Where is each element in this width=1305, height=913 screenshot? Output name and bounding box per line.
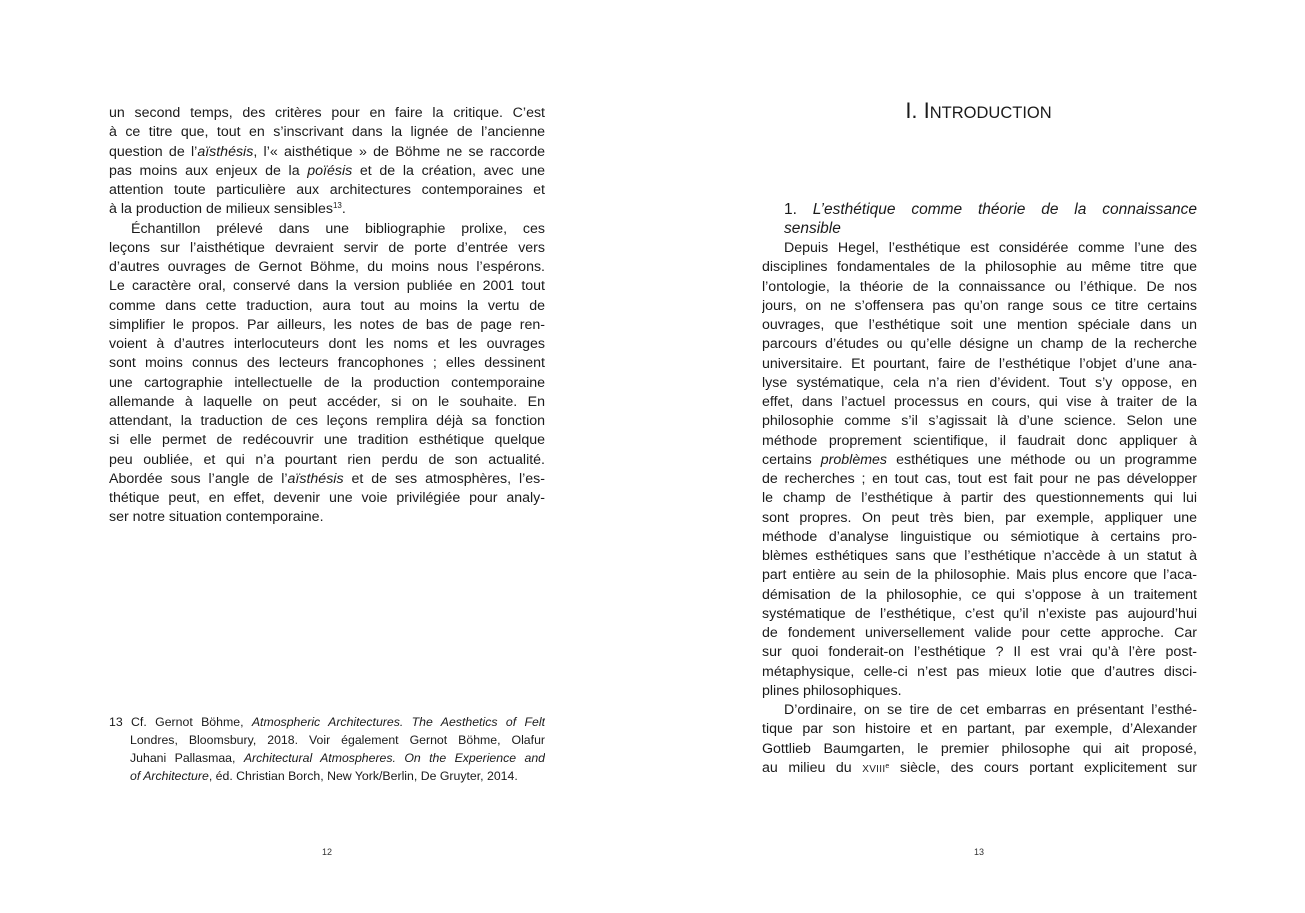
text-run: et de la création, avec une bbox=[352, 162, 545, 179]
page-number-left: 12 bbox=[322, 847, 333, 857]
text-run: , l’« aisthétique » de Böhme ne se raccorde bbox=[253, 143, 545, 160]
text-run: esthétiques une méthode ou un programme bbox=[887, 451, 1197, 468]
text-line bbox=[762, 258, 1197, 277]
text-line bbox=[109, 374, 545, 393]
footnote-line bbox=[109, 749, 545, 767]
text-run: philosophie comme s’il s’agissait là d’une science. Selon une bbox=[762, 413, 1197, 430]
italic-text: poïésis bbox=[307, 162, 353, 179]
text-line bbox=[109, 181, 545, 200]
text-line bbox=[762, 740, 1197, 759]
text-run: siècle, des cours portant explicitement sur bbox=[889, 759, 1197, 776]
text-run: Juhani Pallasmaa, bbox=[130, 751, 244, 765]
right-page bbox=[652, 0, 1305, 913]
text-run: . bbox=[341, 201, 346, 218]
text-line bbox=[109, 412, 545, 431]
text-line bbox=[762, 393, 1197, 412]
text-line bbox=[762, 374, 1197, 393]
text-run: d’autres ouvrages de Gernot Böhme, du moins nous l’espérons. bbox=[109, 259, 545, 275]
text-line bbox=[762, 335, 1197, 354]
text-run: à la production de milieux sensibles bbox=[109, 201, 333, 218]
text-line bbox=[762, 239, 1197, 258]
chapter-title bbox=[652, 98, 1305, 124]
text-line bbox=[109, 489, 545, 508]
text-run: métaphysique, celle-ci n’est pas mieux lotie que d’autres disci- bbox=[762, 663, 1197, 680]
text-line bbox=[109, 393, 545, 412]
text-run: Échantillon prélevé dans une bibliographie prolixe, ces bbox=[131, 220, 545, 237]
text-line bbox=[762, 586, 1197, 605]
text-run: ser notre situation contemporaine. bbox=[109, 509, 324, 526]
text-run: voient à d’autres interlocuteurs dont les noms et les ouvrages bbox=[109, 336, 545, 352]
page-number-right: 13 bbox=[974, 847, 985, 857]
text-line bbox=[109, 200, 545, 219]
text-line bbox=[762, 297, 1197, 316]
text-line bbox=[109, 335, 545, 354]
text-run: pas moins aux enjeux de la bbox=[109, 162, 308, 179]
text-run: de recherches ; en tout cas, tout est fait pour ne pas développer bbox=[762, 471, 1197, 487]
text-run: un second temps, des critères pour en faire la critique. C’est bbox=[109, 105, 545, 121]
chapter-title-rest: NTRODUCTION bbox=[929, 104, 1052, 122]
text-run: effet, dans l’actuel processus en cours, qui vise à traiter de la bbox=[762, 394, 1197, 410]
text-run: thétique peut, en effet, devenir une voie privilégiée pour analy- bbox=[109, 490, 545, 506]
footnote-ref: 13 bbox=[332, 201, 342, 211]
right-page-body-text bbox=[762, 239, 1197, 778]
text-run: simplifier le propos. Par ailleurs, les notes de bas de page ren- bbox=[109, 316, 545, 333]
text-line bbox=[762, 701, 1197, 720]
text-run: attention toute particulière aux architectures contemporaines et bbox=[109, 182, 545, 198]
footnote-13 bbox=[109, 713, 545, 785]
text-line bbox=[762, 489, 1197, 508]
text-run: si elle permet de redécouvrir une tradition esthétique quelque bbox=[109, 432, 545, 449]
text-run: le champ de l’esthétique à partir des questionnements qui lui bbox=[762, 490, 1197, 507]
text-run: , éd. Christian Borch, New York/Berlin, De Gruyter, 2014. bbox=[208, 769, 518, 783]
section-title-part: sensible bbox=[784, 220, 841, 237]
text-line bbox=[109, 143, 545, 162]
text-line bbox=[109, 239, 545, 258]
text-run: au milieu du bbox=[762, 759, 863, 776]
text-run: parcours d’études ou qu’elle désigne un champ de la recherche bbox=[762, 336, 1197, 353]
italic-text: Atmospheric Architectures. The Aesthetics of Felt bbox=[251, 715, 545, 729]
text-run: question de l’ bbox=[109, 143, 198, 160]
text-run: sont propres. On peut très bien, par exemple, appliquer une bbox=[762, 509, 1197, 526]
text-line bbox=[762, 547, 1197, 566]
text-run: certains bbox=[762, 451, 821, 468]
text-run: allemande à laquelle on peut accéder, si on le souhaite. En bbox=[109, 393, 545, 410]
text-run: attendant, la traduction de ces leçons remplira déjà sa fonction bbox=[109, 413, 545, 429]
text-run: universitaire. Et pourtant, faire de l’esthétique l’objet d’une ana- bbox=[762, 355, 1197, 372]
footnote-line bbox=[109, 767, 545, 785]
chapter-title-numeral: I. I bbox=[905, 98, 930, 123]
text-line bbox=[109, 470, 545, 489]
text-run: l’ontologie, la théorie de la connaissance ou l’éthique. De nos bbox=[762, 278, 1197, 295]
text-run: et de ses atmosphères, l’es- bbox=[343, 470, 545, 487]
text-run: Le caractère oral, conservé dans la version publiée en 2001 tout bbox=[109, 278, 545, 295]
text-run: tique par son histoire et en partant, par exemple, d’Alexander bbox=[762, 721, 1197, 738]
text-run: e bbox=[885, 762, 890, 770]
text-run: lyse systématique, cela n’a rien d’évident. Tout s’y oppose, en bbox=[762, 374, 1197, 391]
text-line bbox=[762, 451, 1197, 470]
text-line bbox=[762, 278, 1197, 297]
text-line bbox=[109, 451, 545, 470]
left-page-body-text bbox=[109, 104, 545, 528]
text-line bbox=[109, 431, 545, 450]
text-line bbox=[109, 123, 545, 142]
text-line bbox=[762, 663, 1197, 682]
text-run: méthode proprement scientifique, il faudrait donc appliquer à bbox=[762, 432, 1197, 449]
text-line bbox=[762, 528, 1197, 547]
text-run: à ce titre que, tout en s’inscrivant dans la lignée de l’ancienne bbox=[109, 124, 545, 141]
text-run: leçons sur l’aisthétique devraient servir de porte d’entrée vers bbox=[109, 239, 545, 256]
text-line bbox=[109, 277, 545, 296]
section-number: 1. bbox=[784, 201, 797, 218]
section-title-part: L’esthétique comme théorie de la connaissance bbox=[812, 201, 1197, 218]
text-run: disciplines fondamentales de la philosophie au même titre que bbox=[762, 259, 1197, 276]
text-run: de fondement universellement valide pour cette approche. Car bbox=[762, 625, 1197, 641]
text-run: une cartographie intellectuelle de la production contemporaine bbox=[109, 374, 545, 391]
footnote-line bbox=[109, 713, 545, 731]
text-line bbox=[109, 104, 545, 123]
text-line bbox=[762, 720, 1197, 739]
text-run: démisation de la philosophie, ce qui s’oppose à un traitement bbox=[762, 586, 1197, 603]
footnote-line bbox=[109, 731, 545, 749]
text-line bbox=[762, 316, 1197, 335]
text-line bbox=[762, 605, 1197, 624]
italic-text: Architectural Atmospheres. On the Experience and bbox=[243, 751, 545, 765]
text-run: blèmes esthétiques sans que l’esthétique n’accède à un statut à bbox=[762, 548, 1197, 564]
text-run: Abordée sous l’angle de l’ bbox=[109, 470, 288, 487]
italic-text: aïsthésis bbox=[287, 470, 344, 487]
text-run: comme dans cette traduction, aura tout au moins la vertu de bbox=[109, 297, 545, 314]
text-run: Depuis Hegel, l’esthétique est considérée comme l’une des bbox=[784, 240, 1197, 256]
text-run: plines philosophiques. bbox=[762, 682, 902, 699]
section-heading-line bbox=[784, 200, 1197, 219]
section-heading-line bbox=[784, 219, 1197, 238]
text-run: Londres, Bloomsbury, 2018. Voir également Gernot Böhme, Olafur bbox=[130, 733, 545, 747]
text-line bbox=[109, 354, 545, 373]
text-run: D’ordinaire, on se tire de cet embarras en présentant l’esthé- bbox=[784, 702, 1197, 718]
text-line bbox=[762, 509, 1197, 528]
text-line bbox=[109, 297, 545, 316]
text-run: ouvrages, que l’esthétique soit une mention spéciale dans un bbox=[762, 317, 1197, 333]
text-run: XVIII bbox=[862, 763, 886, 775]
text-line bbox=[762, 624, 1197, 643]
text-line bbox=[109, 220, 545, 239]
text-line bbox=[762, 355, 1197, 374]
text-line bbox=[762, 432, 1197, 451]
text-line bbox=[109, 508, 545, 527]
text-line bbox=[762, 412, 1197, 431]
text-line bbox=[109, 258, 545, 277]
left-page bbox=[0, 0, 652, 913]
text-line bbox=[762, 566, 1197, 585]
text-run: 13 Cf. Gernot Böhme, bbox=[109, 715, 252, 729]
section-heading bbox=[784, 200, 1197, 238]
text-line bbox=[762, 643, 1197, 662]
text-line bbox=[762, 759, 1197, 778]
text-line bbox=[109, 162, 545, 181]
text-run: sur quoi fonderait-on l’esthétique ? Il est vrai qu’à l’ère post- bbox=[762, 644, 1197, 661]
italic-text: of Architecture bbox=[130, 769, 209, 783]
italic-text: aïsthésis bbox=[197, 143, 254, 160]
text-line bbox=[109, 316, 545, 335]
text-run: peu oubliée, et qui n’a pourtant rien perdu de son actualité. bbox=[109, 451, 545, 468]
text-run: part entière au sein de la philosophie. Mais plus encore que l’aca- bbox=[762, 567, 1197, 584]
text-run: systématique de l’esthétique, c’est qu’il n’existe pas aujourd’hui bbox=[762, 605, 1197, 622]
text-line bbox=[762, 470, 1197, 489]
text-line bbox=[762, 682, 1197, 701]
text-run: sont moins connus des lecteurs francophones ; elles dessinent bbox=[109, 355, 545, 372]
text-run: jours, on ne s’offensera pas qu’on range sous ce titre certains bbox=[762, 297, 1197, 314]
italic-text: problèmes bbox=[820, 451, 888, 468]
text-run: méthode d’analyse linguistique ou sémiotique à certains pro- bbox=[762, 528, 1197, 545]
text-run: Gottlieb Baumgarten, le premier philosophe qui ait proposé, bbox=[762, 740, 1197, 757]
